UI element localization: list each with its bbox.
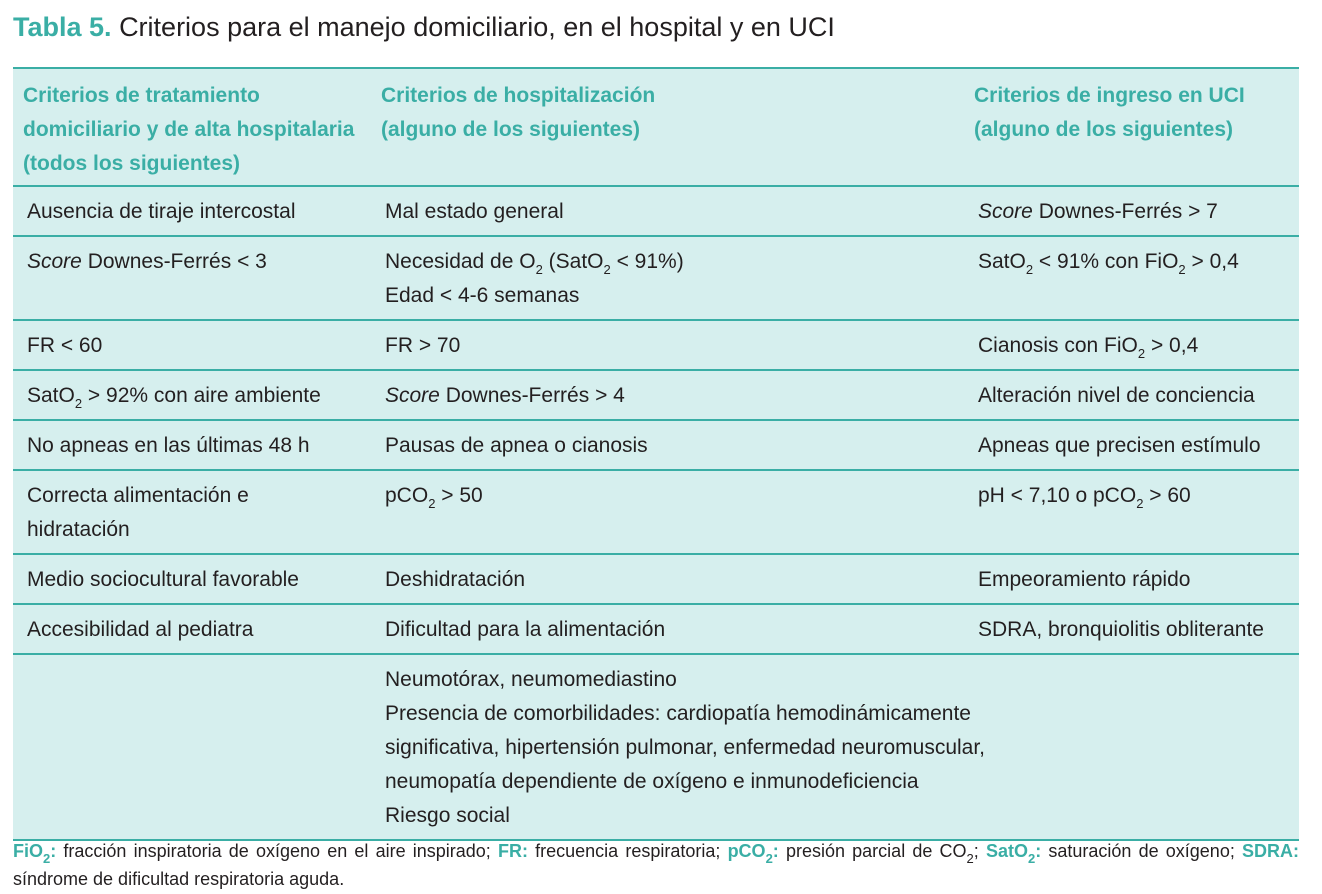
subscript: 2 — [1136, 496, 1144, 511]
cell-italic: Score — [978, 200, 1033, 223]
cell-line: neumopatía dependiente de oxígeno e inmunodeficiencia — [385, 770, 919, 793]
cell-line: significativa, hipertensión pulmonar, enfermedad neuromuscular, — [385, 736, 986, 759]
cell-text: Downes-Ferrés > 4 — [439, 384, 625, 407]
header-line: (alguno de los siguientes) — [381, 118, 641, 141]
table-cell — [371, 654, 986, 839]
cell-line: hidratación — [27, 518, 130, 541]
cell-text: > 50 — [435, 484, 483, 507]
table-cell — [964, 186, 1299, 236]
table-cell — [964, 236, 1299, 320]
cell-text: pCO — [385, 484, 429, 507]
criteria-table — [13, 69, 1299, 839]
cell-line: Presencia de comorbilidades: cardiopatía hemodinámicamente — [385, 702, 971, 725]
table-cell — [13, 370, 371, 420]
cell-text: > 0,4 — [1185, 250, 1239, 273]
subscript: 2 — [1178, 262, 1186, 277]
table-row — [13, 654, 1299, 839]
table-cell — [964, 370, 1299, 420]
table-cell — [964, 470, 1299, 554]
cell-italic: Score — [385, 384, 440, 407]
cell-text: > 0,4 — [1145, 334, 1199, 357]
cell-line — [385, 245, 952, 279]
abbr-term: SatO$_2$: — [985, 841, 1042, 866]
table-cell — [371, 420, 964, 470]
table-cell — [371, 236, 964, 320]
table-cell — [13, 654, 371, 839]
cell-italic: Score — [27, 250, 82, 273]
cell-text: No apneas en las últimas 48 h — [27, 434, 310, 457]
cell-text: SatO — [978, 250, 1026, 273]
cell-text: Downes-Ferrés > 7 — [1032, 200, 1218, 223]
abbr-definition: frecuencia respiratoria; — [527, 841, 728, 861]
table-cell — [964, 320, 1299, 370]
cell-line: Edad < 4-6 semanas — [385, 284, 580, 307]
cell-text: Downes-Ferrés < 3 — [81, 250, 267, 273]
table-footnote — [13, 837, 1299, 893]
table-cell — [13, 470, 371, 554]
header-icu — [964, 69, 1299, 186]
header-home-treatment — [13, 69, 371, 186]
cell-text: FR < 60 — [27, 334, 103, 357]
cell-line: Riesgo social — [385, 804, 510, 827]
table-caption: Criterios para el manejo domiciliario, en el hospital y en UCI — [119, 12, 835, 42]
cell-text: pH < 7,10 o pCO — [978, 484, 1137, 507]
cell-text: Accesibilidad al pediatra — [27, 618, 254, 641]
header-line: (alguno de los siguientes) — [974, 118, 1234, 141]
table-cell — [371, 320, 964, 370]
cell-text: Cianosis con FiO — [978, 334, 1138, 357]
cell-text: SDRA, bronquiolitis obliterante — [978, 618, 1264, 641]
table-row — [13, 420, 1299, 470]
cell-line: Neumotórax, neumomediastino — [385, 668, 677, 691]
cell-line: Correcta alimentación e — [27, 484, 249, 507]
table-row — [13, 470, 1299, 554]
table-row — [13, 186, 1299, 236]
header-hospitalization — [371, 69, 964, 186]
subscript: 2 — [535, 262, 543, 277]
table-cell — [371, 370, 964, 420]
subscript: 2 — [74, 396, 83, 411]
criteria-table-container — [13, 67, 1299, 841]
cell-text: < 91% con FiO — [1033, 250, 1179, 273]
cell-text: > 60 — [1143, 484, 1191, 507]
subscript: 2 — [428, 496, 436, 511]
header-row — [13, 69, 1299, 186]
cell-text: < 91%) — [610, 250, 684, 273]
table-row — [13, 236, 1299, 320]
cell-text: FR > 70 — [385, 334, 461, 357]
table-number-label: Tabla 5. — [13, 12, 112, 42]
table-cell — [13, 236, 371, 320]
table-row — [13, 554, 1299, 604]
table-cell — [13, 604, 371, 654]
abbr-definition: saturación de oxígeno; — [1041, 841, 1242, 861]
table-cell — [13, 320, 371, 370]
table-cell — [964, 654, 1299, 839]
cell-text: (SatO — [542, 250, 604, 273]
table-cell — [371, 554, 964, 604]
table-cell — [964, 554, 1299, 604]
table-cell — [13, 186, 371, 236]
cell-text: Apneas que precisen estímulo — [978, 434, 1261, 457]
table-cell — [964, 420, 1299, 470]
table-cell — [371, 186, 964, 236]
abbr-definition: presión parcial de $CO_2$; — [778, 841, 986, 866]
table-cell — [13, 554, 371, 604]
table-cell — [964, 604, 1299, 654]
header-line: Criterios de tratamiento — [23, 84, 260, 107]
abbr-term: pCO$_2$: — [727, 841, 779, 866]
cell-text: Alteración nivel de conciencia — [978, 384, 1255, 407]
subscript: 2 — [603, 262, 611, 277]
cell-text: Medio sociocultural favorable — [27, 568, 299, 591]
abbr-definition: fracción inspiratoria de oxígeno en el aire inspirado; — [56, 841, 498, 861]
cell-text: SatO — [27, 384, 75, 407]
cell-text: Dificultad para la alimentación — [385, 618, 666, 641]
table-row — [13, 370, 1299, 420]
abbr-term: SDRA: — [1242, 841, 1299, 861]
cell-text: Empeoramiento rápido — [978, 568, 1191, 591]
header-line: (todos los siguientes) — [23, 152, 241, 175]
abbr-term: FiO$_2$: — [13, 841, 57, 866]
subscript: 2 — [1025, 262, 1034, 277]
header-line: domiciliario y de alta hospitalaria — [23, 118, 355, 141]
cell-text: Pausas de apnea o cianosis — [385, 434, 648, 457]
abbr-term: FR: — [497, 841, 528, 861]
table-cell — [371, 604, 964, 654]
header-line: Criterios de hospitalización — [381, 84, 656, 107]
cell-text: Mal estado general — [385, 200, 564, 223]
table-title — [13, 10, 835, 44]
table-row — [13, 604, 1299, 654]
table-row — [13, 320, 1299, 370]
table-cell — [371, 470, 964, 554]
cell-text: Ausencia de tiraje intercostal — [27, 200, 296, 223]
table-cell — [13, 420, 371, 470]
header-line: Criterios de ingreso en UCI — [974, 84, 1245, 107]
cell-text: Deshidratación — [385, 568, 526, 591]
cell-text: Necesidad de O — [385, 250, 536, 273]
abbr-definition: síndrome de dificultad respiratoria aguda. — [13, 869, 345, 889]
subscript: 2 — [1137, 346, 1146, 361]
cell-text: > 92% con aire ambiente — [82, 384, 321, 407]
